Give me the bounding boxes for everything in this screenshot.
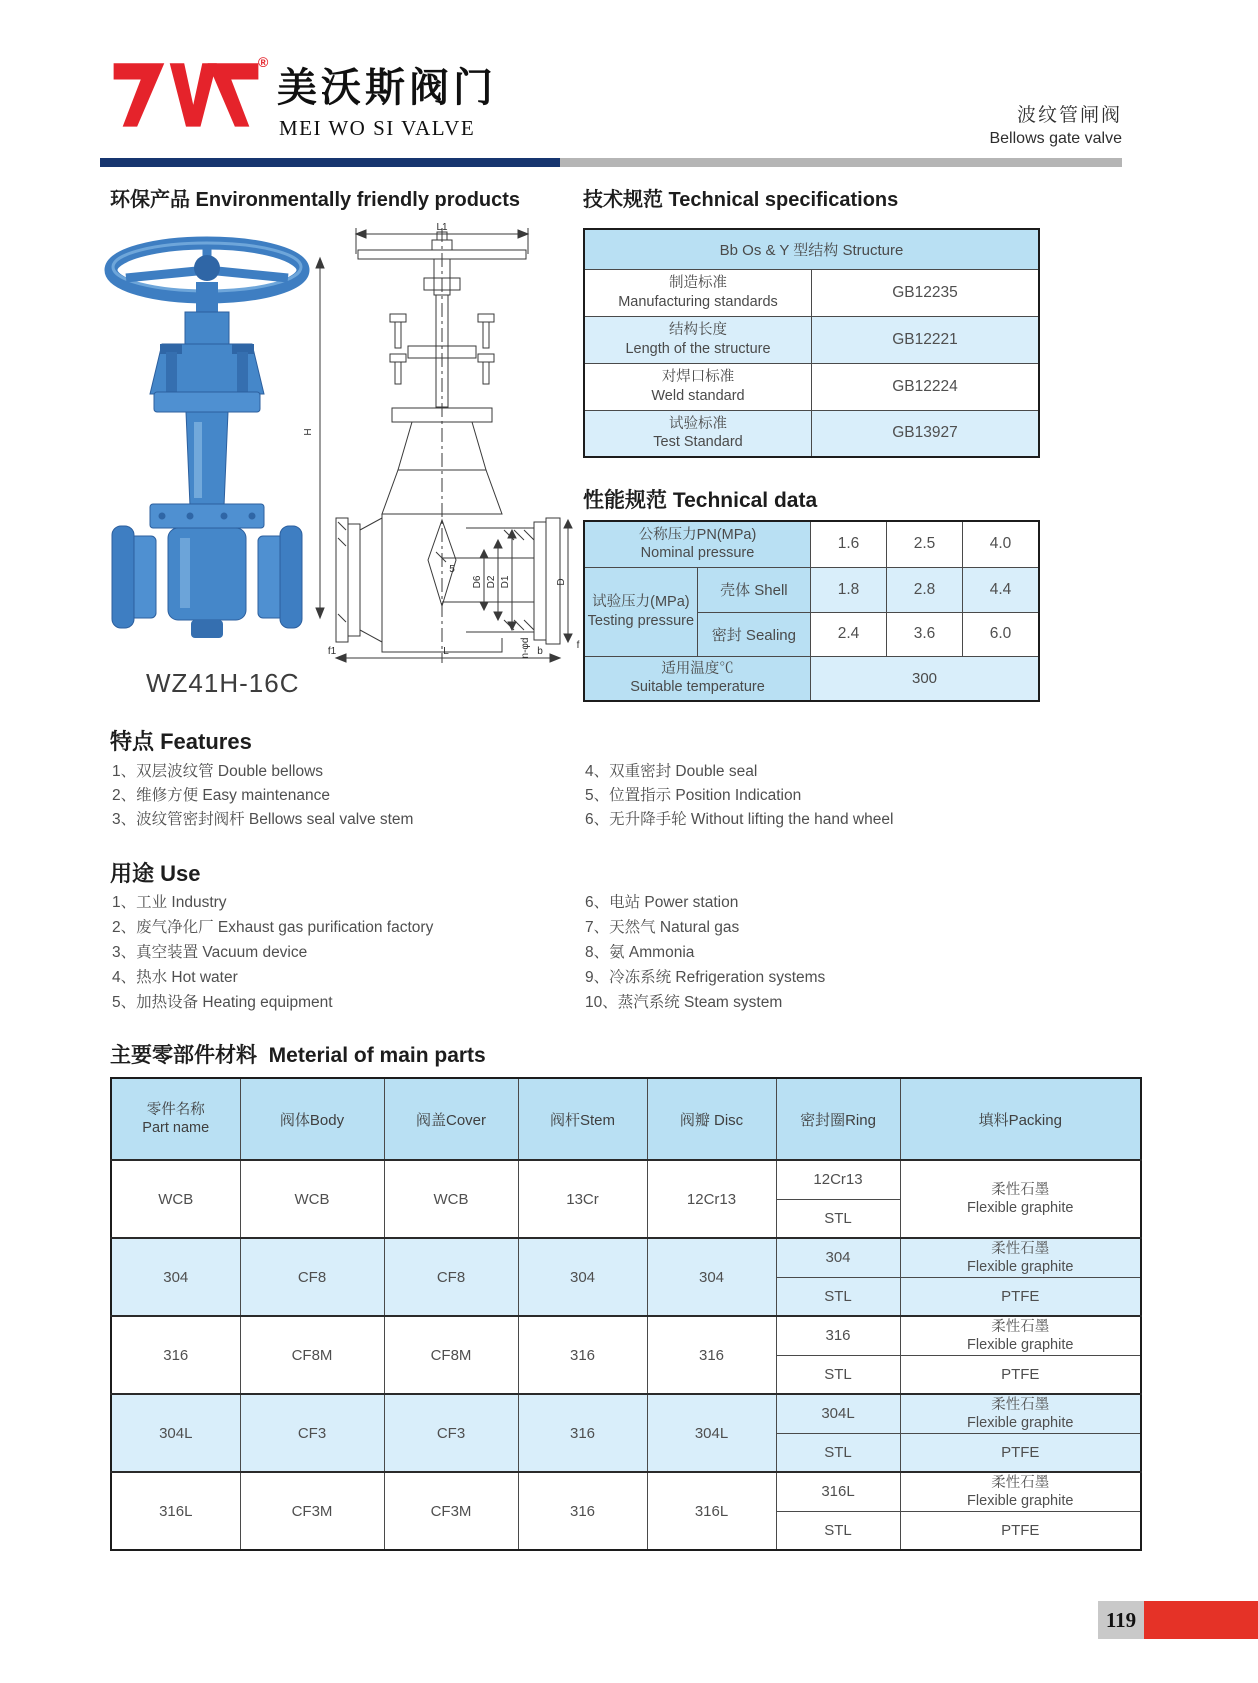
cell-packing [900, 1472, 1141, 1511]
spec-value: GB12224 [812, 363, 1040, 410]
spec-label-cn: 制造标准 [669, 275, 727, 292]
feature-item: 5、位置指示 Position Indication [585, 787, 802, 804]
cell-cover: CF3M [384, 1472, 518, 1550]
spec-label-cn: 试验标准 [669, 416, 727, 433]
col-header-ring: 密封圈Ring [776, 1078, 900, 1160]
nominal-pressure-cn: 公称压力PN(MPa) [638, 527, 757, 544]
packing-cn: 柔性石墨 [991, 1396, 1050, 1413]
heading-technical-specifications: 技术规范 Technical specifications [583, 189, 899, 211]
spec-label-en: Manufacturing standards [618, 293, 778, 310]
spec-table-header: Bb Os & Y 型结构 Structure [584, 229, 1039, 269]
spec-value: GB13927 [812, 410, 1040, 457]
spec-label [584, 269, 812, 316]
sealing-value: 3.6 [887, 612, 963, 656]
product-title-cn: 波纹管闸阀 [1016, 105, 1122, 126]
col-header-part-cn: 零件名称 [146, 1101, 205, 1118]
spec-label-cn: 结构长度 [669, 322, 727, 339]
brand-name-en: MEI WO SI VALVE [279, 116, 476, 140]
cell-packing [900, 1394, 1141, 1433]
cell-cover: CF8 [384, 1238, 518, 1316]
temperature-cn: 适用温度℃ [661, 661, 734, 678]
cell-cover: WCB [384, 1160, 518, 1238]
cell-ring: 304 [776, 1238, 900, 1277]
cell-disc: 12Cr13 [647, 1160, 776, 1238]
dim-label-f1: f1 [327, 646, 337, 657]
dim-label-d2: D2 [486, 575, 497, 589]
use-item: 8、氨 Ammonia [585, 944, 695, 961]
spec-value: GB12221 [812, 316, 1040, 363]
testing-pressure-cn: 试验压力(MPa) [592, 594, 690, 611]
col-header-part-name [111, 1078, 240, 1160]
cell-ring: STL [776, 1277, 900, 1316]
registered-trademark-icon: ® [258, 54, 269, 70]
use-list-right [585, 890, 825, 1015]
cell-body: CF8M [240, 1316, 384, 1394]
cell-stem: 304 [518, 1238, 647, 1316]
header-rule-navy [100, 158, 560, 167]
features-list-left [112, 760, 413, 832]
dim-label-d1: D1 [500, 575, 511, 589]
shell-value: 4.4 [963, 567, 1040, 612]
packing-en: Flexible graphite [967, 1414, 1074, 1431]
nominal-value: 1.6 [811, 521, 887, 567]
dim-label-seat: 5 [449, 564, 455, 575]
use-item: 4、热水 Hot water [112, 969, 238, 986]
cell-ring: 12Cr13 [776, 1160, 900, 1199]
cell-ring: 316L [776, 1472, 900, 1511]
cell-disc: 304L [647, 1394, 776, 1472]
dim-label-d: D [556, 578, 567, 586]
heading-materials: 主要零部件材料 Meterial of main parts [110, 1044, 486, 1067]
feature-item: 3、波纹管密封阀杆 Bellows seal valve stem [112, 811, 414, 828]
cell-ring: STL [776, 1511, 900, 1550]
dim-label-b: b [537, 646, 543, 657]
cell-disc: 304 [647, 1238, 776, 1316]
heading-eco-products: 环保产品 Environmentally friendly products [110, 189, 521, 211]
use-item: 3、真空装置 Vacuum device [112, 944, 308, 961]
technical-data-table [583, 520, 1040, 702]
footer-red-bar [1144, 1601, 1258, 1639]
packing-en: Flexible graphite [967, 1492, 1074, 1509]
header-rule-gray [560, 158, 1122, 167]
cell-ring: STL [776, 1355, 900, 1394]
col-header-part-en: Part name [142, 1120, 210, 1136]
col-header-packing: 填料Packing [900, 1078, 1141, 1160]
packing-cn: 柔性石墨 [991, 1240, 1050, 1257]
cell-ring: STL [776, 1199, 900, 1238]
cell-stem: 316 [518, 1472, 647, 1550]
spec-label-en: Length of the structure [625, 340, 771, 357]
features-list-right [585, 760, 893, 832]
model-number: WZ41H-16C [146, 668, 300, 698]
col-header-disc: 阀瓣 Disc [647, 1078, 776, 1160]
packing-cn: 柔性石墨 [991, 1181, 1050, 1198]
sealing-value: 2.4 [811, 612, 887, 656]
temperature-en: Suitable temperature [630, 679, 765, 696]
feature-item: 6、无升降手轮 Without lifting the hand wheel [585, 811, 894, 828]
use-item: 6、电站 Power station [585, 894, 739, 911]
spec-label-en: Test Standard [653, 434, 743, 451]
cell-packing: PTFE [900, 1355, 1141, 1394]
packing-en: Flexible graphite [967, 1258, 1074, 1275]
temperature-label [584, 656, 811, 701]
cell-disc: 316L [647, 1472, 776, 1550]
use-item: 5、加热设备 Heating equipment [112, 994, 333, 1011]
nominal-value: 2.5 [887, 521, 963, 567]
cell-packing [900, 1160, 1141, 1238]
dim-label-h: H [303, 428, 314, 436]
shell-value: 2.8 [887, 567, 963, 612]
cell-part: 304L [111, 1394, 240, 1472]
dim-label-l: L [443, 646, 449, 657]
valve-photo-illustration [96, 226, 318, 648]
cell-packing [900, 1316, 1141, 1355]
dim-label-l1: L1 [436, 222, 448, 233]
dim-label-f: f [576, 640, 580, 651]
cell-part: WCB [111, 1160, 240, 1238]
feature-item: 1、双层波纹管 Double bellows [112, 763, 324, 780]
packing-cn: 柔性石墨 [991, 1474, 1050, 1491]
brand-name-cn: 美沃斯阀门 [277, 65, 497, 110]
nominal-pressure-en: Nominal pressure [640, 545, 755, 562]
use-item: 9、冷冻系统 Refrigeration systems [585, 969, 826, 986]
cell-stem: 316 [518, 1394, 647, 1472]
spec-label-en: Weld standard [651, 387, 745, 404]
technical-specifications-table [583, 228, 1040, 458]
col-header-body: 阀体Body [240, 1078, 384, 1160]
spec-label [584, 316, 812, 363]
packing-cn: 柔性石墨 [991, 1318, 1050, 1335]
use-item: 1、工业 Industry [112, 894, 227, 911]
feature-item: 4、双重密封 Double seal [585, 763, 758, 780]
testing-pressure-label [584, 567, 697, 656]
valve-technical-drawing [296, 218, 588, 670]
product-title [989, 100, 1122, 148]
product-title-en: Bellows gate valve [989, 130, 1122, 147]
use-item: 10、蒸汽系统 Steam system [585, 994, 783, 1011]
nominal-pressure-label [584, 521, 811, 567]
cell-body: WCB [240, 1160, 384, 1238]
brand-logo-icon [112, 56, 260, 132]
col-header-stem: 阀杆Stem [518, 1078, 647, 1160]
cell-packing [900, 1238, 1141, 1277]
page-number: 119 [1098, 1601, 1144, 1639]
spec-label-cn: 对焊口标准 [661, 369, 735, 386]
cell-cover: CF8M [384, 1316, 518, 1394]
heading-features: 特点 Features [110, 729, 252, 754]
cell-packing: PTFE [900, 1511, 1141, 1550]
materials-table [110, 1077, 1142, 1551]
spec-value: GB12235 [812, 269, 1040, 316]
sealing-value: 6.0 [963, 612, 1040, 656]
testing-pressure-en: Testing pressure [587, 612, 695, 629]
temperature-value: 300 [811, 656, 1040, 701]
use-item: 7、天然气 Natural gas [585, 919, 740, 936]
shell-value: 1.8 [811, 567, 887, 612]
cell-stem: 316 [518, 1316, 647, 1394]
cell-packing: PTFE [900, 1433, 1141, 1472]
heading-technical-data: 性能规范 Technical data [583, 489, 818, 512]
use-list-left [112, 890, 433, 1015]
cell-body: CF8 [240, 1238, 384, 1316]
nominal-value: 4.0 [963, 521, 1040, 567]
cell-ring: 304L [776, 1394, 900, 1433]
cell-ring: STL [776, 1433, 900, 1472]
dim-label-d6: D6 [472, 575, 483, 589]
cell-cover: CF3 [384, 1394, 518, 1472]
cell-packing: PTFE [900, 1277, 1141, 1316]
packing-en: Flexible graphite [967, 1336, 1074, 1353]
col-header-cover: 阀盖Cover [384, 1078, 518, 1160]
cell-part: 316L [111, 1472, 240, 1550]
shell-label: 壳体 Shell [697, 567, 810, 612]
spec-label [584, 410, 812, 457]
packing-en: Flexible graphite [967, 1200, 1074, 1216]
cell-ring: 316 [776, 1316, 900, 1355]
feature-item: 2、维修方便 Easy maintenance [112, 787, 330, 804]
cell-part: 316 [111, 1316, 240, 1394]
cell-body: CF3M [240, 1472, 384, 1550]
dim-label-n-phi-d: n-φd [520, 637, 531, 659]
sealing-label: 密封 Sealing [697, 612, 810, 656]
cell-disc: 316 [647, 1316, 776, 1394]
cell-part: 304 [111, 1238, 240, 1316]
spec-label [584, 363, 812, 410]
use-item: 2、废气净化厂 Exhaust gas purification factory [112, 919, 434, 936]
cell-body: CF3 [240, 1394, 384, 1472]
heading-use: 用途 Use [110, 861, 201, 886]
cell-stem: 13Cr [518, 1160, 647, 1238]
